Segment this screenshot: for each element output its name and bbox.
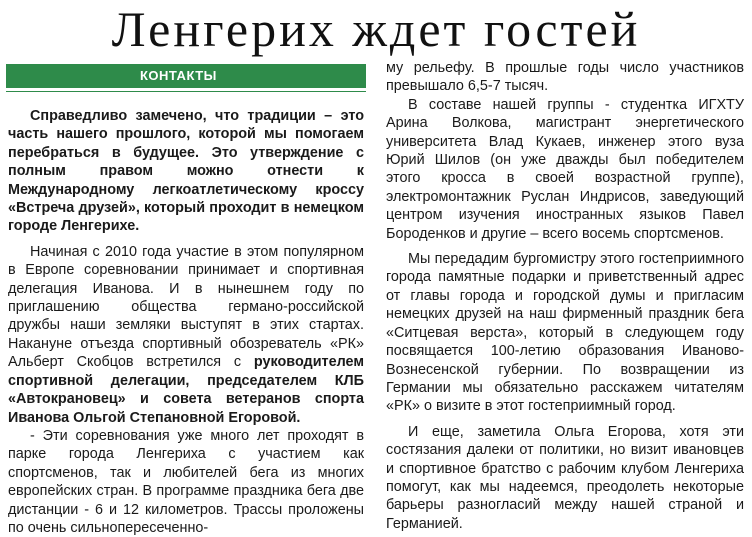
paragraph-2-text: Начиная с 2010 года участие в этом популярном в Европе соревновании принимает и спортивная делегация Иванова. И в нынешнем году по приглашению общества германо-российской дружбы наши земляки выступят в этих стартах. Накануне отъезда спортивный обозреватель «РК» Альберт Скобцов встретился с [8,243,364,371]
article-column-left [8,107,364,537]
article-paragraph-2 [8,243,364,427]
article-paragraph-5: В составе нашей группы - студентка ИГХТУ Арина Волкова, магистрант энергетического университета Влад Кукаев, инженер этого вуза Юрий Шилов (он уже дважды был победителем этого кросса в своей возрастной группе), электромонтажник Руслан Индрисов, заведующий центром изучения иностранных языков Павел Бороденков и другие – всего восемь спортсменов. [386,96,744,242]
article-lead: Справедливо замечено, что традиции – это часть нашего прошлого, которой мы помогаем перебраться в будущее. Это утверждение с полным правом можно отнести к Международному легкоатлетическому кроссу «Встреча друзей», который проходит в немецком городе Ленгерихе. [8,108,364,235]
article-paragraph-6: Мы передадим бургомистру этого гостеприимного города памятные подарки и приветственный адрес от главы города и городской думы и пригласим немецких друзей на наш фирменный праздник бега «Ситцевая верста», который в следующем году посвящается 100-летию образования Иваново-Вознесенской губернии. По возвращении из Германии мы обязательно расскажем читателям «РК» о визите в этот гостеприимный город. [386,251,744,415]
section-divider [6,91,366,92]
article-paragraph-7: И еще, заметила Ольга Егорова, хотя эти состязания далеки от политики, но визит ивановцев и спортивное братство с рабочим клубом Ленгериха помогут, как мы надеемся, преодолеть некоторые барьеры разногласий между нашей страной и Германией. [386,423,744,532]
section-banner [6,64,366,88]
article-headline: Ленгерих ждет гостей [111,1,641,57]
article-paragraph-3: - Эти соревнования уже много лет проходят в парке города Ленгериха с участием как спортсменов, так и любителей бега из многих европейских стран. В программе праздника бега две дистанции - 6 и 12 километров. Трассы проложены по очень сильнопересеченно- [8,427,364,536]
article-column-right [386,59,744,533]
article-paragraph-4: му рельефу. В прошлые годы число участников превышало 6,5-7 тысяч. [386,60,744,95]
section-label: КОНТАКТЫ [140,68,217,83]
paragraph-2-bold-text: руководителем спортивной делегации, председателем КЛБ «Автокрановец» и совета ветеранов спорта Иванова Ольгой Степановной Егоровой. [8,354,364,426]
